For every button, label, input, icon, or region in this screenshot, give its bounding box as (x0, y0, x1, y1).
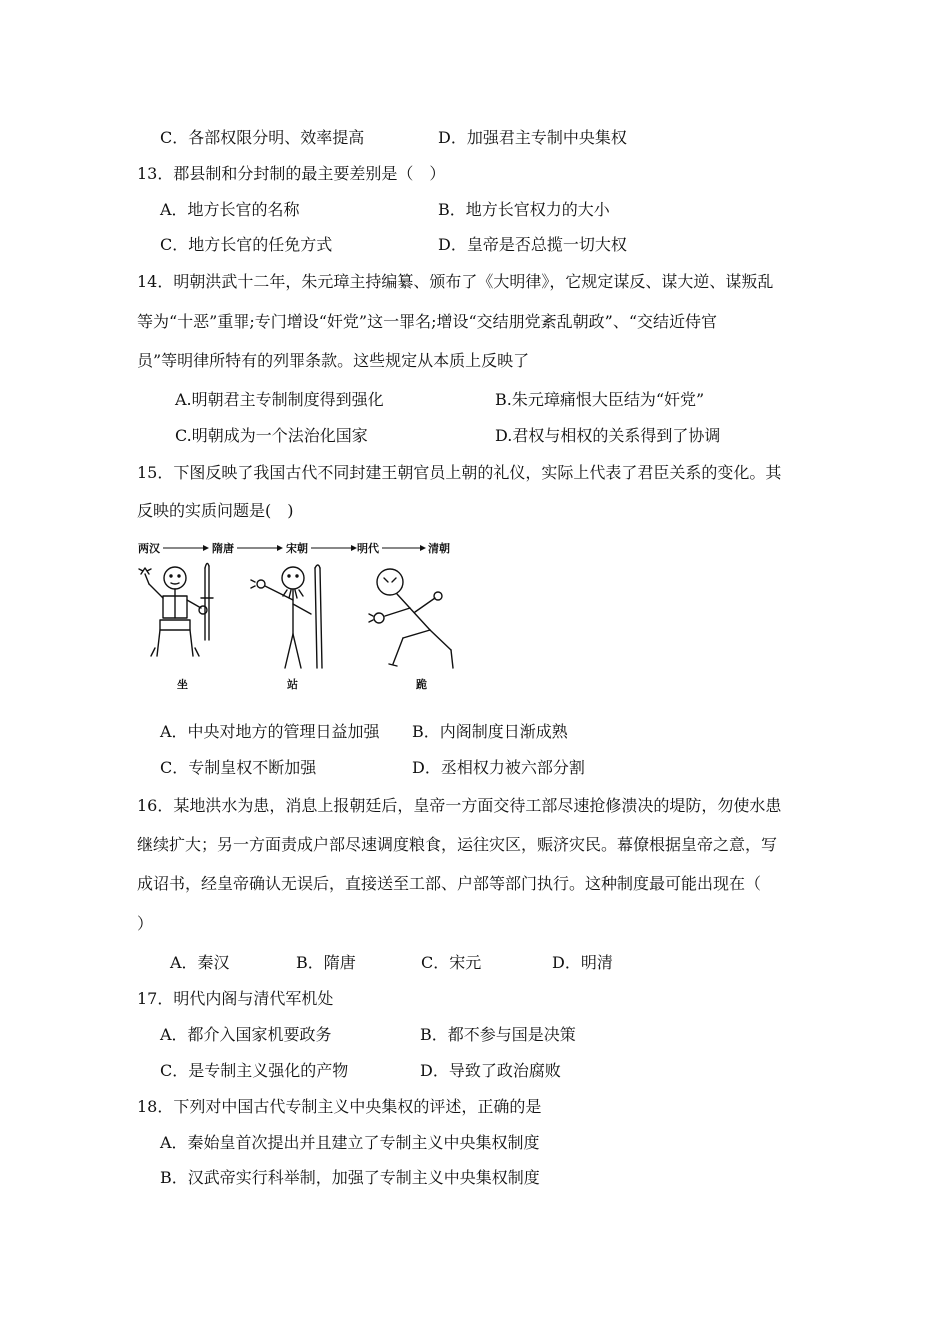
q16-stem-line1: 16．某地洪水为患，消息上报朝廷后，皇帝一方面交待工部尽速抢修溃决的堤防，勿使水患 (137, 796, 782, 815)
q17-option-c: C．是专制主义强化的产物 (160, 1061, 349, 1080)
q15-option-a: A．中央对地方的管理日益加强 (160, 722, 380, 741)
standing-official-drawing (251, 565, 322, 668)
q14-stem-line1: 14．明朝洪武十二年，朱元璋主持编纂、颁布了《大明律》，它规定谋反、谋大逆、谋叛乱 (137, 272, 774, 291)
q15-stem-line2: 反映的实质问题是( ) (137, 501, 294, 520)
q15-option-c: C．专制皇权不断加强 (160, 758, 317, 777)
q12-option-d: D．加强君主专制中央集权 (438, 128, 627, 147)
q14-option-d: D.君权与相权的关系得到了协调 (495, 426, 721, 445)
q15-option-b: B．内阁制度日渐成熟 (412, 722, 568, 741)
q16-stem-line4: ） (137, 914, 154, 933)
q14-option-a: A.明朝君主专制制度得到强化 (175, 390, 384, 409)
dynasty-label: 清朝 (428, 542, 450, 555)
q16-stem-line3: 成诏书，经皇帝确认无误后，直接送至工部、户部等部门执行。这种制度最可能出现在（ (137, 874, 762, 893)
q13-option-d: D．皇帝是否总揽一切大权 (438, 235, 627, 254)
q17-option-b: B．都不参与国是决策 (420, 1025, 576, 1044)
q14-stem-line2: 等为“十恶”重罪;专门增设“奸党”这一罪名;增设“交结朋党紊乱朝政”、“交结近侍官 (137, 312, 718, 331)
court-etiquette-figure (135, 538, 465, 698)
dynasty-label: 隋唐 (212, 542, 234, 555)
q18-option-a: A．秦始皇首次提出并且建立了专制主义中央集权制度 (160, 1133, 540, 1152)
q16-option-b: B．隋唐 (296, 953, 356, 972)
dynasty-label: 两汉 (138, 542, 160, 555)
q16-option-a: A．秦汉 (170, 953, 230, 972)
q15-stem-line1: 15．下图反映了我国古代不同封建王朝官员上朝的礼仪，实际上代表了君臣关系的变化。其 (137, 463, 782, 482)
q14-option-c: C.明朝成为一个法治化国家 (175, 426, 368, 445)
dynasty-label: 宋朝 (286, 542, 308, 555)
sitting-official-drawing (139, 563, 213, 656)
q18-stem: 18．下列对中国古代专制主义中央集权的评述，正确的是 (137, 1097, 542, 1116)
q16-option-d: D．明清 (552, 953, 613, 972)
q14-option-b: B.朱元璋痛恨大臣结为“奸党” (495, 390, 705, 409)
posture-label: 站 (287, 678, 298, 691)
q16-stem-line2: 继续扩大；另一方面责成户部尽速调度粮食，运往灾区，赈济灾民。幕僚根据皇帝之意，写 (137, 835, 778, 854)
kneeling-official-drawing (369, 569, 453, 668)
q12-option-c: C．各部权限分明、效率提高 (160, 128, 365, 147)
q13-option-b: B．地方长官权力的大小 (438, 200, 610, 219)
q17-stem: 17．明代内阁与清代军机处 (137, 989, 334, 1008)
q13-stem: 13．郡县制和分封制的最主要差别是（ ） (137, 164, 446, 183)
dynasty-label: 明代 (357, 542, 379, 555)
q14-stem-line3: 员”等明律所特有的列罪条款。这些规定从本质上反映了 (137, 351, 530, 370)
q13-option-c: C．地方长官的任免方式 (160, 235, 333, 254)
q17-option-a: A．都介入国家机要政务 (160, 1025, 332, 1044)
q16-option-c: C．宋元 (421, 953, 482, 972)
posture-label: 坐 (177, 678, 188, 691)
q17-option-d: D．导致了政治腐败 (420, 1061, 561, 1080)
q15-option-d: D．丞相权力被六部分割 (412, 758, 585, 777)
q13-option-a: A．地方长官的名称 (160, 200, 300, 219)
q18-option-b: B．汉武帝实行科举制，加强了专制主义中央集权制度 (160, 1168, 540, 1187)
posture-label: 跪 (416, 678, 427, 691)
